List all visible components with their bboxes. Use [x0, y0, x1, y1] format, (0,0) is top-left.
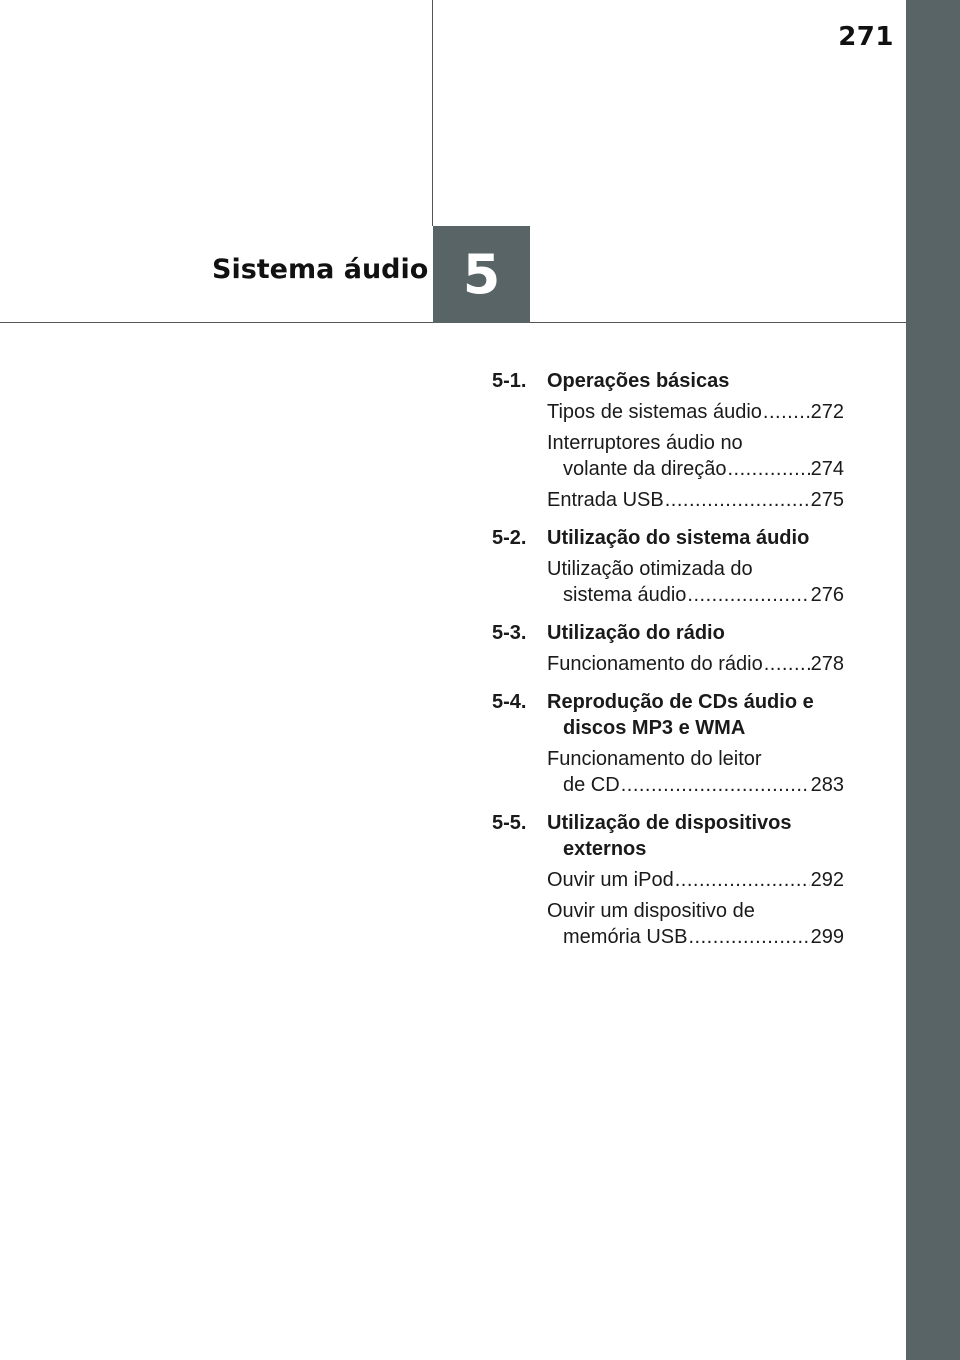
- section-title: Operações básicas: [547, 370, 730, 392]
- entry-label-continued: de CD: [563, 774, 620, 796]
- section-number: 5-3.: [492, 622, 527, 644]
- section-title: Utilização de dispositivos externos: [547, 812, 792, 860]
- dot-leader: [727, 456, 809, 482]
- entry-label: Interruptores áudio no: [547, 432, 743, 454]
- entry-label-continued: memória USB: [563, 926, 688, 948]
- entry-page-number: 274: [810, 458, 844, 480]
- dot-leader: [763, 399, 810, 425]
- section-title: Utilização do sistema áudio: [547, 527, 810, 549]
- toc-section[interactable]: [492, 368, 844, 394]
- entry-label: Ouvir um dispositivo de: [547, 900, 755, 922]
- entry-label: Tipos de sistemas áudio: [547, 401, 762, 423]
- dot-leader: [764, 651, 810, 677]
- entry-page-number: 275: [810, 489, 844, 511]
- toc-entry[interactable]: [547, 399, 844, 425]
- toc-section[interactable]: [492, 620, 844, 646]
- dot-leader: [665, 487, 810, 513]
- entry-page-number: 299: [810, 926, 844, 948]
- entry-label-continued: volante da direção: [563, 458, 727, 480]
- entry-label-continued: sistema áudio: [563, 584, 687, 606]
- dot-leader: [621, 772, 810, 798]
- toc-entry[interactable]: [547, 487, 844, 513]
- entry-page-number: 283: [810, 774, 844, 796]
- page-number: 271: [838, 22, 894, 52]
- vertical-divider: [432, 0, 433, 226]
- entry-page-number: 272: [810, 401, 844, 423]
- chapter-title: Sistema áudio: [212, 254, 429, 285]
- toc-entry[interactable]: [547, 898, 844, 950]
- toc-entry[interactable]: [547, 651, 844, 677]
- toc-section[interactable]: [492, 689, 844, 741]
- entry-label: Funcionamento do rádio: [547, 653, 763, 675]
- dot-leader: [687, 582, 809, 608]
- section-title: Utilização do rádio: [547, 622, 725, 644]
- toc-section[interactable]: [492, 525, 844, 551]
- entry-page-number: 292: [810, 869, 844, 891]
- section-title: Reprodução de CDs áudio e discos MP3 e WMA: [547, 691, 814, 739]
- table-of-contents: [492, 368, 844, 950]
- chapter-side-tab: [906, 0, 960, 1360]
- toc-entry[interactable]: [547, 430, 844, 482]
- section-number: 5-1.: [492, 370, 527, 392]
- section-number: 5-5.: [492, 812, 527, 834]
- entry-label: Funcionamento do leitor: [547, 748, 762, 770]
- toc-entry[interactable]: [547, 867, 844, 893]
- section-number: 5-4.: [492, 691, 527, 713]
- toc-entry[interactable]: [547, 746, 844, 798]
- entry-label: Entrada USB: [547, 489, 664, 511]
- chapter-number-block: 5: [433, 226, 530, 323]
- entry-label: Utilização otimizada do: [547, 558, 753, 580]
- section-number: 5-2.: [492, 527, 527, 549]
- dot-leader: [675, 867, 810, 893]
- entry-page-number: 276: [810, 584, 844, 606]
- entry-page-number: 278: [810, 653, 844, 675]
- toc-section[interactable]: [492, 810, 844, 862]
- toc-entry[interactable]: [547, 556, 844, 608]
- entry-label: Ouvir um iPod: [547, 869, 674, 891]
- dot-leader: [688, 924, 809, 950]
